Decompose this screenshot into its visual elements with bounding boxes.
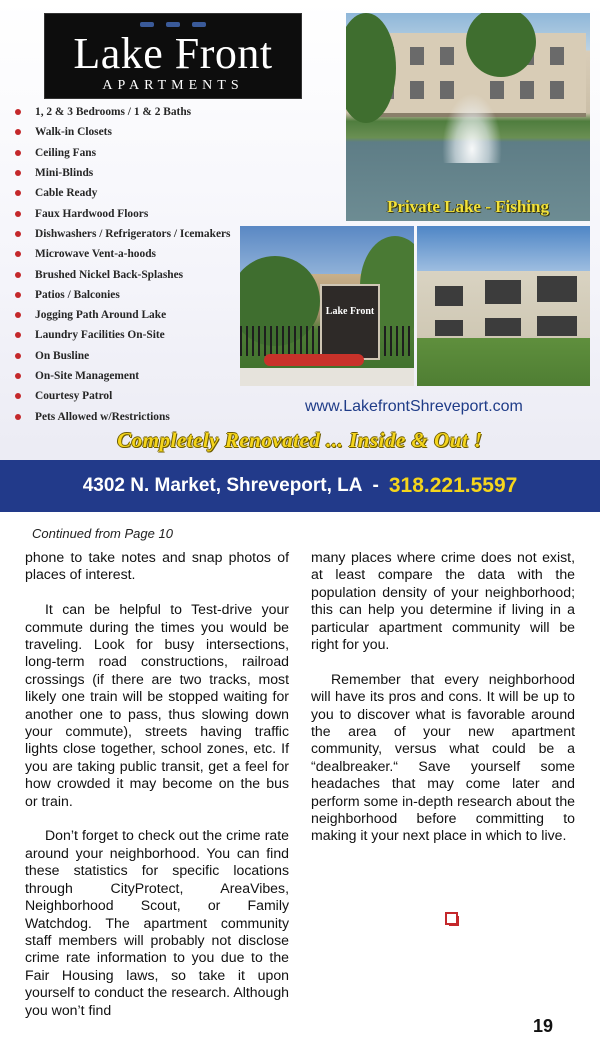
website-url[interactable]: www.LakefrontShreveport.com <box>305 398 523 415</box>
amenity-item <box>15 325 231 345</box>
amenity-label: Courtesy Patrol <box>35 390 113 403</box>
entrance-sign-photo <box>240 226 414 386</box>
balcony <box>435 286 463 306</box>
amenity-item <box>15 366 231 386</box>
amenity-label: Patios / Balconies <box>35 288 120 301</box>
end-of-article-icon <box>445 912 458 925</box>
paragraph: Don’t forget to check out the crime rate around your neighborhood. You can find these statistics for specific locations through CityProtect, AreaVibes, Neighborhood Scout, or Family Watchdog. The apartment community staff members will probably not disclose crime rate information to you due to the Fair Housing laws, so take it upon yourself to conduct the research. Although you won’t find <box>25 827 289 1018</box>
balcony <box>485 318 521 336</box>
lake-fountain-photo <box>346 13 590 221</box>
balcony <box>537 276 577 302</box>
paragraph: many places where crime does not exist, at least compare the data with the population density of your neighborhood; this can help you determine if living in a particular apartment community will be right for you. <box>311 549 575 653</box>
amenity-item <box>15 264 231 284</box>
amenity-label: Pets Allowed w/Restrictions <box>35 410 170 423</box>
amenity-item <box>15 102 231 122</box>
lakefront-advertisement <box>0 0 600 512</box>
bullet-icon <box>15 272 21 278</box>
amenity-label: Walk-in Closets <box>35 126 112 139</box>
balcony <box>485 280 521 304</box>
amenity-label: On-Site Management <box>35 370 140 382</box>
amenity-item <box>15 224 231 244</box>
amenity-item <box>15 183 231 203</box>
sign-text: Lake Front <box>325 306 375 317</box>
continued-note: Continued from Page 10 <box>32 526 173 541</box>
amenity-label: On Busline <box>35 349 90 362</box>
stone-wall <box>240 368 414 386</box>
bullet-icon <box>15 251 21 257</box>
building-balconies-photo <box>417 226 590 386</box>
amenity-label: Microwave Vent-a-hoods <box>35 248 156 261</box>
amenities-list <box>15 102 231 427</box>
bullet-icon <box>15 190 21 196</box>
bullet-icon <box>15 109 21 115</box>
amenity-label: Laundry Facilities On-Site <box>35 329 165 342</box>
paragraph: It can be helpful to Test-drive your commute during the times you would be traveling. Look for busy intersections, long-term road constructions, railroad crossings (if there are two tracks, most likely one train will be stopped waiting for another one to pass, thus slowing down your commute), streets having traffic lights close together, school zones, etc. If you are taking public transit, get a feel for how crowded it may become on the bus or train. <box>25 601 289 809</box>
amenity-label: Faux Hardwood Floors <box>35 207 149 220</box>
amenity-label: Dishwashers / Refrigerators / Icemakers <box>35 227 231 240</box>
bullet-icon <box>15 150 21 156</box>
photo-caption: Private Lake - Fishing <box>387 197 549 216</box>
bullet-icon <box>15 292 21 298</box>
amenity-item <box>15 244 231 264</box>
amenity-item <box>15 346 231 366</box>
amenity-item <box>15 285 231 305</box>
bullet-icon <box>15 393 21 399</box>
contact-bar <box>0 460 600 512</box>
phone-number[interactable]: 318.221.5597 <box>388 474 518 497</box>
flower-bed <box>264 354 364 366</box>
logo-decoration <box>45 14 301 22</box>
article-column-right <box>311 549 575 862</box>
bullet-icon <box>15 170 21 176</box>
bullet-icon <box>15 373 21 379</box>
amenity-item <box>15 305 231 325</box>
bullet-icon <box>15 129 21 135</box>
bullet-icon <box>15 211 21 217</box>
amenity-item <box>15 406 231 426</box>
entrance-sign <box>320 284 380 360</box>
amenity-label: Brushed Nickel Back-Splashes <box>35 268 184 281</box>
lakefront-logo <box>44 13 302 99</box>
amenity-item <box>15 122 231 142</box>
ad-headline: Completely Renovated ... Inside & Out ! <box>117 428 483 452</box>
amenity-label: Jogging Path Around Lake <box>35 309 167 322</box>
bullet-icon <box>15 332 21 338</box>
article-column-left <box>25 549 289 1036</box>
amenity-label: Mini-Blinds <box>35 167 94 180</box>
address: 4302 N. Market, Shreveport, LA <box>82 475 363 496</box>
paragraph: phone to take notes and snap photos of places of interest. <box>25 549 289 583</box>
amenity-item <box>15 386 231 406</box>
separator: - <box>372 475 379 496</box>
amenity-item <box>15 203 231 223</box>
fountain <box>442 93 502 163</box>
amenity-label: Ceiling Fans <box>35 146 97 159</box>
page-number: 19 <box>533 1016 554 1036</box>
balcony <box>537 316 577 336</box>
paragraph: Remember that every neighborhood will have its pros and cons. It will be up to you to discover what is favorable around the area of your new apartment community, versus what could be a “dealbreaker.“ Save yourself some headaches that may come later and perform some in-depth research about the neighborhood before committing to making it your next place in which to live. <box>311 670 575 844</box>
amenity-item <box>15 163 231 183</box>
amenity-item <box>15 143 231 163</box>
bullet-icon <box>15 231 21 237</box>
bullet-icon <box>15 353 21 359</box>
balcony <box>435 320 463 336</box>
bullet-icon <box>15 414 21 420</box>
amenity-label: Cable Ready <box>35 187 98 200</box>
bullet-icon <box>15 312 21 318</box>
logo-name: Lake Front <box>73 29 273 78</box>
amenity-label: 1, 2 & 3 Bedrooms / 1 & 2 Baths <box>35 106 192 119</box>
logo-subtitle: APARTMENTS <box>102 78 244 93</box>
